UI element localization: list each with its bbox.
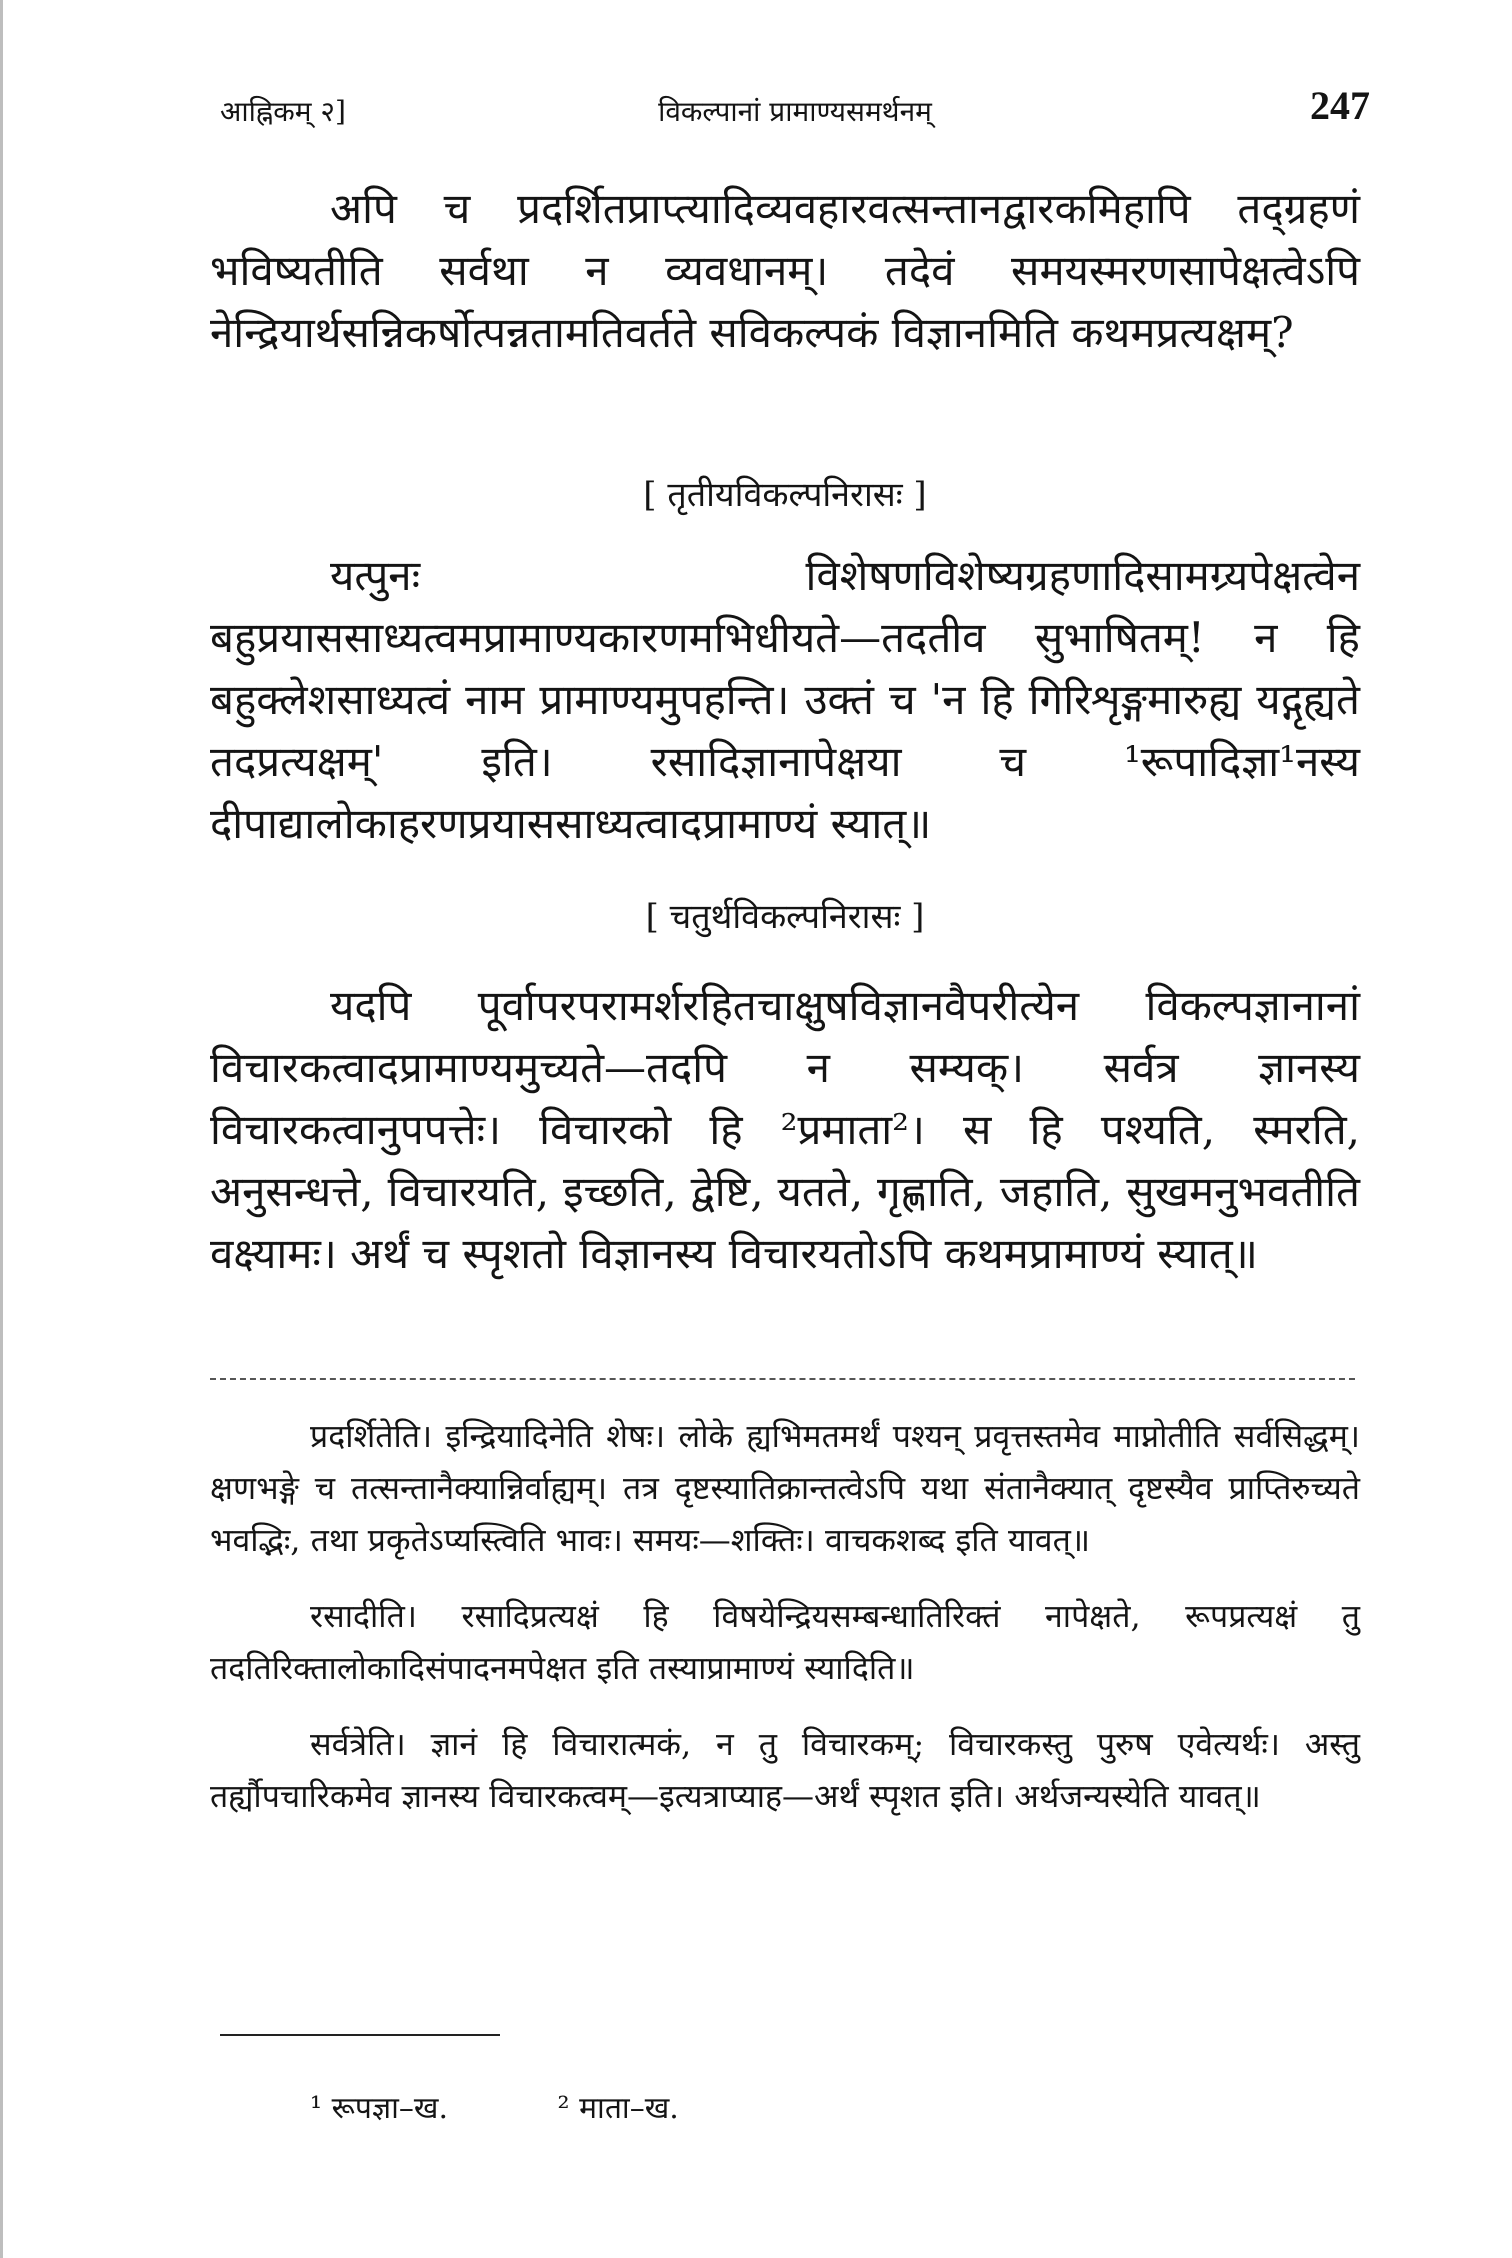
chapter-label: आह्निकम् २] (220, 95, 346, 128)
commentary-paragraph-2: रसादीति। रसादिप्रत्यक्षं हि विषयेन्द्रियसम्बन्धातिरिक्तं नापेक्षते, रूपप्रत्यक्षं तु तदतिरिक्तालोकादिसंपादनमपेक्षत इति तस्याप्रामाण्यं स्यादिति॥ (210, 1597, 1360, 1687)
section-heading-third: [ तृतीयविकल्पनिरासः ] (643, 475, 927, 515)
main-paragraph-1 (210, 178, 1360, 364)
commentary-paragraph-1: प्रदर्शितेति। इन्द्रियादिनेति शेषः। लोके ह्यभिमतमर्थं पश्यन् प्रवृत्तस्तमेव माप्नोतीति सर्वसिद्धम्। क्षणभङ्गे च तत्सन्तानैक्यान्निर्वाह्यम्। तत्र दृष्टस्यातिक्रान्तत्वेऽपि यथा संतानैक्यात् दृष्टस्यैव प्राप्तिरुच्यते भवद्भिः, तथा प्रकृतेऽप्यस्त्विति भावः। समयः—शक्तिः। वाचकशब्द इति यावत्॥ (210, 1417, 1360, 1559)
page-number: 247 (1310, 83, 1370, 128)
main-paragraph-2 (210, 545, 1360, 855)
commentary-paragraph-3: सर्वत्रेति। ज्ञानं हि विचारात्मकं, न तु विचारकम्; विचारकस्तु पुरुष एवेत्यर्थः। अस्तु तर्ह्यौपचारिकमेव ज्ञानस्य विचारकत्वम्—इत्यत्राप्याह—अर्थं स्पृशत इति। अर्थजन्यस्येति यावत्॥ (210, 1725, 1360, 1815)
footnotes (310, 2086, 779, 2127)
running-header (220, 82, 1370, 142)
section-title: विकल्पानां प्रामाण्यसमर्थनम् (658, 95, 932, 128)
commentary-divider (210, 1378, 1355, 1380)
section-heading-fourth: [ चतुर्थविकल्पनिरासः ] (645, 897, 925, 937)
footnote-rule (220, 2034, 500, 2036)
scan-margin-edge (0, 0, 33, 2258)
footnote-2: ² माता–ख. (557, 2091, 679, 2126)
paragraph-text: यत्पुनः विशेषणविशेष्यग्रहणादिसामग्र्यपेक्षत्वेन बहुप्रयाससाध्यत्वमप्रामाण्यकारणमभिधीयते—तदतीव सुभाषितम्! न हि बहुक्लेशसाध्यत्वं नाम प्रामाण्यमुपहन्ति। उक्तं च 'न हि गिरिशृङ्गमारुह्य यद्गृह्यते तदप्रत्यक्षम्' इति। रसादिज्ञानापेक्षया च ¹रूपादिज्ञा¹नस्य दीपाद्यालोकाहरणप्रयाससाध्यत्वादप्रामाण्यं स्यात्॥ (210, 551, 1360, 848)
footnote-1: ¹ रूपज्ञा–ख. (310, 2091, 448, 2126)
paragraph-text: यदपि पूर्वापरपरामर्शरहितचाक्षुषविज्ञानवैपरीत्येन विकल्पज्ञानानां विचारकत्वादप्रामाण्यमुच्यते—तदपि न सम्यक्। सर्वत्र ज्ञानस्य विचारकत्वानुपपत्तेः। विचारको हि ²प्रमाता²। स हि पश्यति, स्मरति, अनुसन्धत्ते, विचारयति, इच्छति, द्वेष्टि, यतते, गृह्णाति, जहाति, सुखमनुभवतीति वक्ष्यामः। अर्थं च स्पृशतो विज्ञानस्य विचारयतोऽपि कथमप्रामाण्यं स्यात्॥ (210, 981, 1360, 1278)
main-paragraph-3 (210, 975, 1360, 1285)
paragraph-text: अपि च प्रदर्शितप्राप्त्यादिव्यवहारवत्सन्तानद्वारकमिहापि तद्ग्रहणं भविष्यतीति सर्वथा न व्यवधानम्। तदेवं समयस्मरणसापेक्षत्वेऽपि नेन्द्रियार्थसन्निकर्षोत्पन्नतामतिवर्तते सविकल्पकं विज्ञानमिति कथमप्रत्यक्षम्? (210, 184, 1360, 357)
commentary-block (210, 1410, 1360, 1846)
